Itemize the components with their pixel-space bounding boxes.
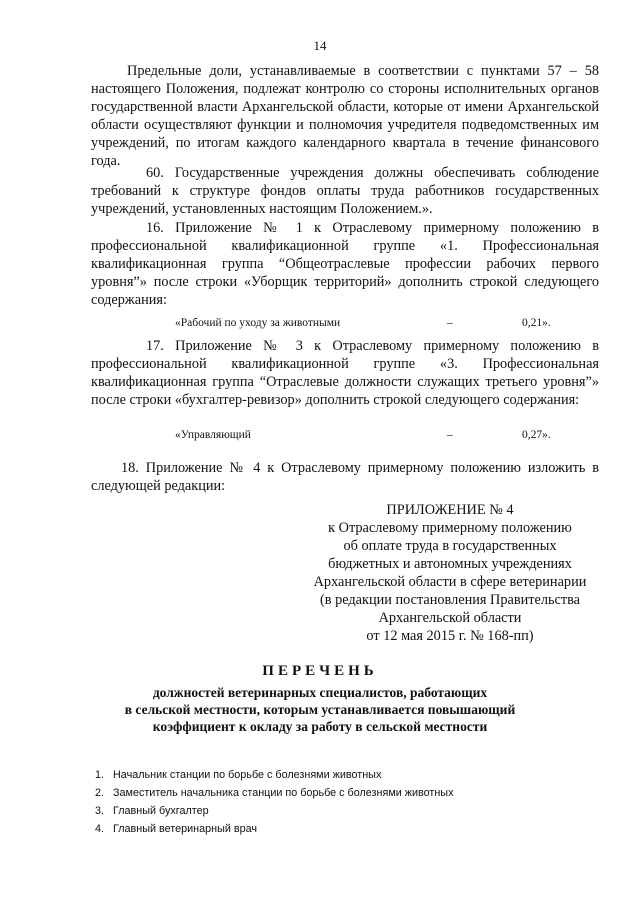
inserted-row-manager <box>0 428 640 442</box>
appendix-line: об оплате труда в государственных <box>343 538 557 554</box>
paragraph-18: 18. Приложение № 4 к Отраслевому примерному положению изложить в следующей редакции: <box>91 460 599 494</box>
paragraph-17: 17. Приложение № 3 к Отраслевому примерному положению в профессиональной квалификационной группе «3. Профессиональная квалификационная группа “Отраслевые должности служащих третьего уровня”» после строки «бухгалтер-ревизор» дополнить строкой следующего содержания: <box>91 338 599 408</box>
list-item <box>95 802 453 820</box>
row-dash: – <box>447 317 453 329</box>
appendix-line: бюджетных и автономных учреждениях <box>328 556 572 572</box>
appendix-line: к Отраслевому примерному положению <box>328 520 572 536</box>
row-name: «Рабочий по уходу за животными <box>175 317 341 329</box>
list-number: 2. <box>95 787 105 799</box>
row-value: 0,21». <box>522 317 551 329</box>
row-dash: – <box>447 429 453 441</box>
paragraph-16: 16. Приложение № 1 к Отраслевому примерному положению в профессиональной квалификационной группе «1. Профессиональная квалификационная группа “Общеотраслевые профессии рабочих первого уровня”» после строки «Уборщик территорий» дополнить строкой следующего содержания: <box>91 220 599 308</box>
list-text: Начальник станции по борьбе с болезнями животных <box>113 769 382 781</box>
list-number: 1. <box>95 769 105 781</box>
list-text: Заместитель начальника станции по борьбе с болезнями животных <box>113 787 454 799</box>
list-item <box>95 820 453 838</box>
list-text: Главный ветеринарный врач <box>113 823 258 835</box>
document-title: ПЕРЕЧЕНЬ <box>262 663 378 679</box>
inserted-row-worker <box>0 316 640 330</box>
appendix-header <box>300 501 600 645</box>
list-number: 4. <box>95 823 105 835</box>
appendix-line: (в редакции постановления Правительства <box>319 592 581 608</box>
subtitle-line: в сельской местности, которым устанавливается повышающий <box>124 702 516 717</box>
list-text: Главный бухгалтер <box>113 805 209 817</box>
appendix-line: Архангельской области в сфере ветеринарии <box>313 574 587 590</box>
appendix-line: Архангельской области <box>378 610 522 626</box>
appendix-line: от 12 мая 2015 г. № 168-пп) <box>366 628 534 644</box>
page-number: 14 <box>313 38 327 53</box>
list-item <box>95 766 453 784</box>
document-subtitle <box>0 684 640 735</box>
appendix-line: ПРИЛОЖЕНИЕ № 4 <box>386 502 514 518</box>
subtitle-line: коэффициент к окладу за работу в сельской местности <box>152 719 488 734</box>
list-number: 3. <box>95 805 105 817</box>
row-name: «Управляющий <box>175 429 251 441</box>
paragraph-limits: Предельные доли, устанавливаемые в соответствии с пунктами 57 – 58 настоящего Положения, подлежат контролю со стороны исполнительных органов государственной власти Архангельской области, которые от имени Архангельской области осуществляют функции и полномочия учредителя подведомственных им учреждений, по итогам каждого календарного квартала в течение финансового года. <box>91 63 599 169</box>
subtitle-line: должностей ветеринарных специалистов, работающих <box>152 685 488 700</box>
paragraph-60: 60. Государственные учреждения должны обеспечивать соблюдение требований к структуре фондов оплаты труда работников государственных учреждений, установленных настоящим Положением.». <box>91 165 599 217</box>
positions-list <box>95 766 453 838</box>
row-value: 0,27». <box>522 429 551 441</box>
list-item <box>95 784 453 802</box>
